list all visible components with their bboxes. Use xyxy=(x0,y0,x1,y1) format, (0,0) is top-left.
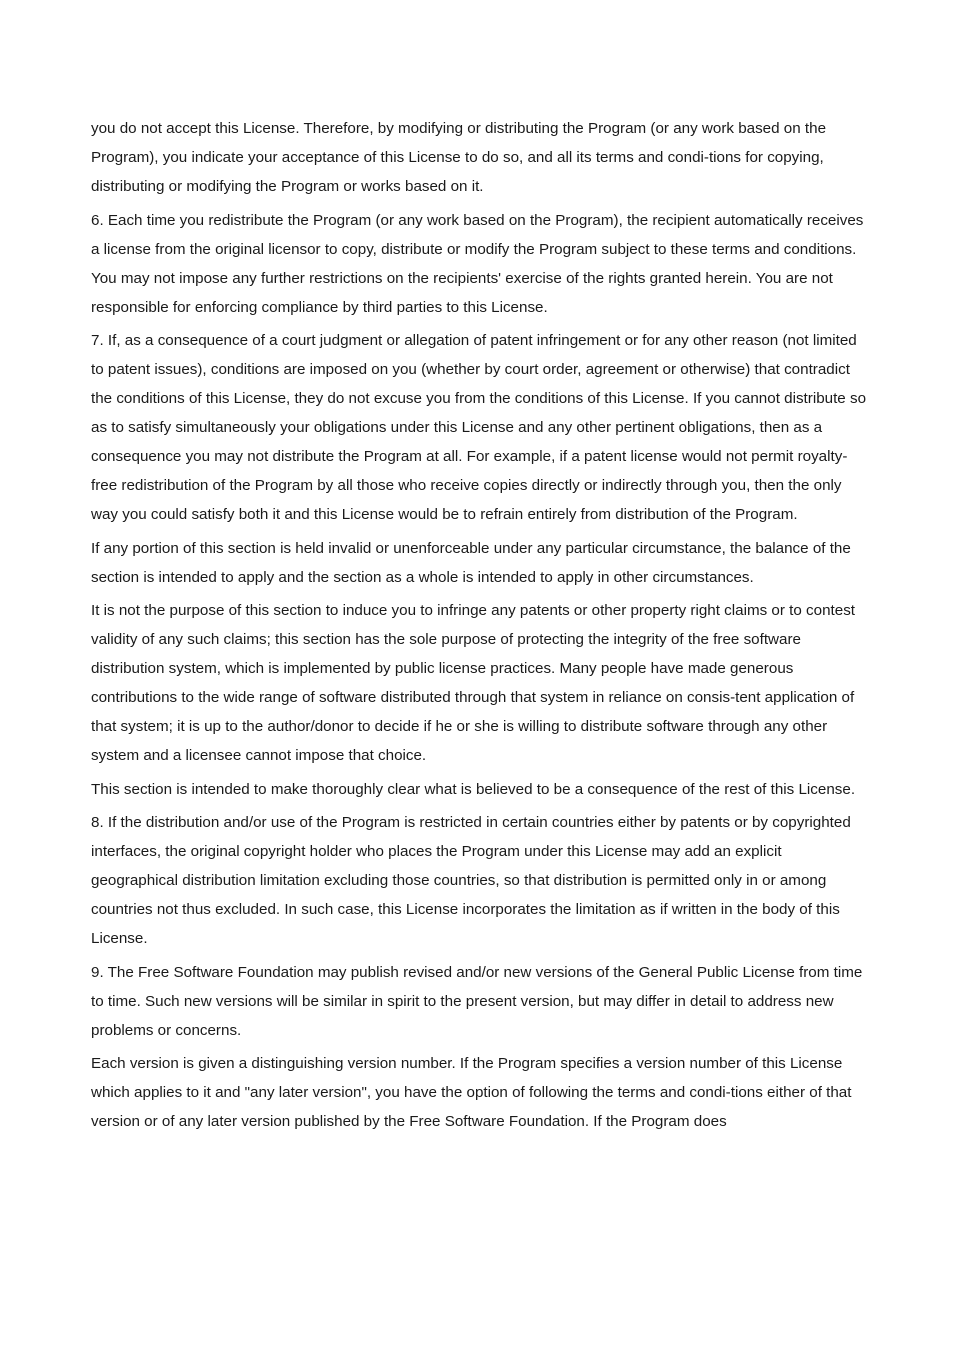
paragraph-section-7-invalid-portion: If any portion of this section is held invalid or unenforceable under any particular circumstance, the balance of the section is intended to apply and the section as a whole is intended to apply in other circumstances. xyxy=(91,539,851,586)
paragraph-section-9-version-number: Each version is given a distinguishing version number. If the Program specifies a version number of this License which applies to it and "any later version", you have the option of following the terms and condi-tions either of that version or of any later version published by the Free Software Foundation. If the Program does xyxy=(91,1055,852,1130)
paragraph-section-6: 6. Each time you redistribute the Program (or any work based on the Program), the recipient automatically receives a license from the original licensor to copy, distribute or modify the Program subject to these terms and conditions. You may not impose any further restrictions on the recipients' exercise of the rights granted herein. You are not responsible for enforcing compliance by third parties to this License. xyxy=(91,211,864,316)
paragraph-section-7: 7. If, as a consequence of a court judgment or allegation of patent infringement or for any other reason (not limited to patent issues), conditions are imposed on you (whether by court order, agreement or otherwise) that contradict the conditions of this License, they do not excuse you from the conditions of this License. If you cannot distribute so as to satisfy simultaneously your obligations under this License and any other pertinent obligations, then as a consequence you may not distribute the Program at all. For example, if a patent license would not permit royalty-free redistribution of the Program by all those who receive copies directly or indirectly through you, then the only way you could satisfy both it and this License would be to refrain entirely from distribution of the Program. xyxy=(91,332,867,523)
document-page xyxy=(91,114,866,1141)
paragraph-section-7-clarification: This section is intended to make thoroughly clear what is believed to be a consequence of the rest of this License. xyxy=(91,780,856,798)
paragraph-section-8: 8. If the distribution and/or use of the Program is restricted in certain countries either by patents or by copyrighted interfaces, the original copyright holder who places the Program under this License may add an explicit geographical distribution limitation excluding those countries, so that distribution is permitted only in or among countries not thus excluded. In such case, this License incorporates the limitation as if written in the body of this License. xyxy=(91,814,851,947)
paragraph-section-9: 9. The Free Software Foundation may publish revised and/or new versions of the General Public License from time to time. Such new versions will be similar in spirit to the present version, but may differ in detail to address new problems or concerns. xyxy=(91,963,863,1039)
paragraph-acceptance-continued: you do not accept this License. Therefore, by modifying or distributing the Program (or any work based on the Program), you indicate your acceptance of this License to do so, and all its terms and condi-tions for copying, distributing or modifying the Program or works based on it. xyxy=(91,120,827,195)
paragraph-section-7-purpose: It is not the purpose of this section to induce you to infringe any patents or other property right claims or to contest validity of any such claims; this section has the sole purpose of protecting the integrity of the free software distribution system, which is implemented by public license practices. Many people have made generous contributions to the wide range of software distributed through that system in reliance on consis-tent application of that system; it is up to the author/donor to decide if he or she is willing to distribute software through any other system and a licensee cannot impose that choice. xyxy=(91,602,856,764)
